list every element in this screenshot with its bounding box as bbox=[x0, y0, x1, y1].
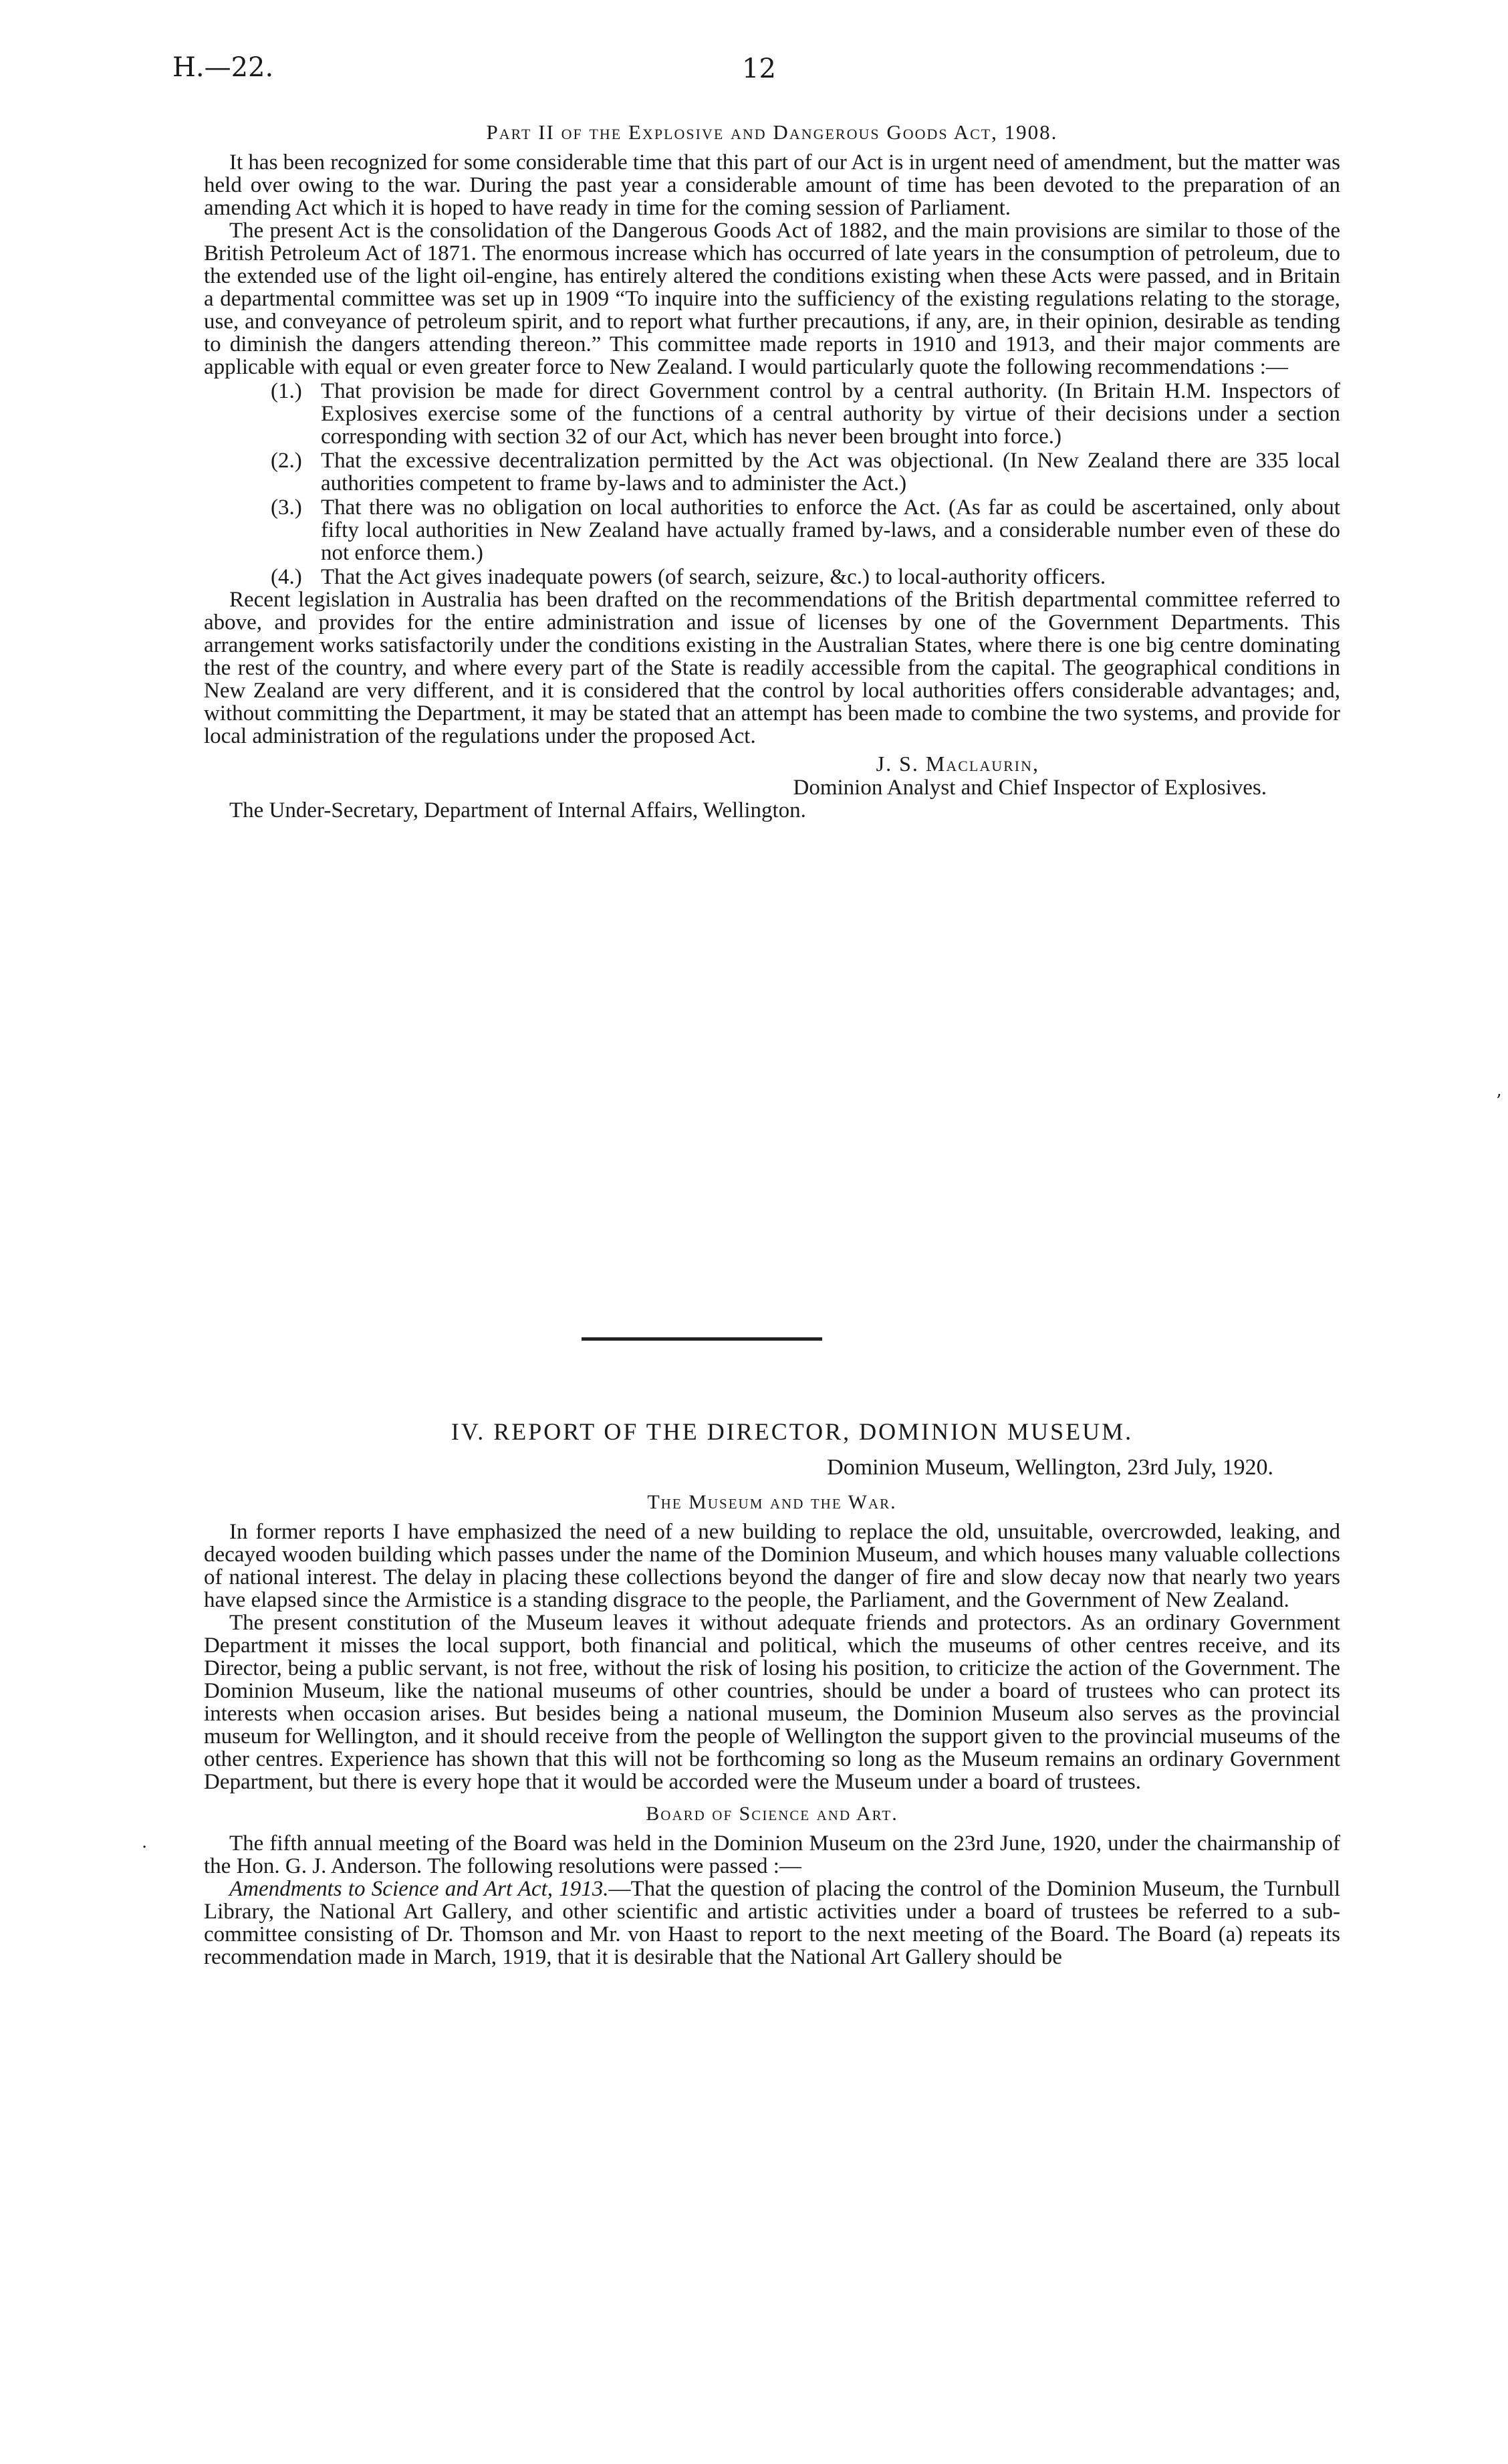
recommendation-text: That the Act gives inadequate powers (of search, seizure, &c.) to local-authority officers. bbox=[321, 565, 1106, 589]
board-heading: Board of Science and Art. bbox=[646, 1803, 898, 1825]
margin-mark: · bbox=[142, 1837, 148, 1858]
recommendation-text: That there was no obligation on local authorities to enforce the Act. (As far as could be ascertained, only about fifty local authorities in New Zealand have actually framed by-laws, and a considerable number even of these do not enforce them.) bbox=[321, 495, 1340, 565]
report4-dateline: Dominion Museum, Wellington, 23rd July, 1920. bbox=[827, 1455, 1273, 1480]
part2-paragraph-1: It has been recognized for some considerable time that this part of our Act is in urgent need of amendment, but the matter was held over owing to the war. During the past year a considerable amount of time has been devoted to the preparation of an amending Act which it is hoped to have ready in time for the coming session of Parliament. bbox=[204, 150, 1340, 220]
part2-section bbox=[204, 120, 1340, 822]
recommendation-text: That the excessive decentralization permitted by the Act was objectional. (In New Zealand there are 335 local authorities competent to frame by-laws and to administer the Act.) bbox=[321, 449, 1340, 495]
recommendation-item bbox=[271, 566, 1340, 588]
amendments-text: —That the question of placing the control of the Dominion Museum, the Turnbull Library, the National Art Gallery, and other scientific and artistic activities under a board of trustees be referred to a sub-committee consisting of Dr. Thomson and Mr. von Haast to report to the next meeting of the Board. The Board (a) repeats its recommendation made in March, 1919, that it is desirable that the National Art Gallery should be bbox=[204, 1877, 1340, 1969]
recommendation-number: (1.) bbox=[271, 379, 302, 403]
report4-paragraph-3: The fifth annual meeting of the Board was held in the Dominion Museum on the 23rd June, 1920, under the chairmanship of the Hon. G. J. Anderson. The following resolutions were passed :— bbox=[204, 1831, 1340, 1878]
report4-paragraph-4 bbox=[204, 1878, 1340, 1969]
addressee: The Under-Secretary, Department of Internal Affairs, Wellington. bbox=[229, 798, 806, 822]
museum-war-heading: The Museum and the War. bbox=[647, 1491, 897, 1513]
margin-mark: ’ bbox=[1496, 1091, 1502, 1111]
recommendation-number: (3.) bbox=[271, 495, 302, 520]
recommendation-number: (4.) bbox=[271, 565, 302, 589]
signature-title: Dominion Analyst and Chief Inspector of Explosives. bbox=[793, 776, 1267, 800]
part2-heading: Part II of the Explosive and Dangerous Goods Act, 1908. bbox=[486, 120, 1058, 144]
signature-name: J. S. Maclaurin, bbox=[876, 752, 1039, 776]
section-divider bbox=[582, 1337, 822, 1341]
document-reference: H.—22. bbox=[172, 52, 274, 83]
recommendation-item bbox=[271, 449, 1340, 495]
report4-paragraph-2: The present constitution of the Museum leaves it without adequate friends and protectors. As an ordinary Government Department it misses the local support, both financial and political, which the museums of other centres receive, and its Director, being a public servant, is not free, without the risk of losing his position, to criticize the action of the Government. The Dominion Museum, like the national museums of other countries, should be under a board of trustees who can protect its interests when occasion arises. But besides being a national museum, the Dominion Museum also serves as the provincial museum for Wellington, and it should receive from the people of Wellington the support given to the provincial museums of the other centres. Experience has shown that this will not be forthcoming so long as the Museum remains an ordinary Government Department, but there is every hope that it would be accorded were the Museum under a board of trustees. bbox=[204, 1611, 1340, 1794]
report4-section bbox=[204, 1418, 1340, 1969]
page-number: 12 bbox=[742, 53, 776, 84]
recommendation-item bbox=[271, 496, 1340, 564]
report4-title: IV. REPORT OF THE DIRECTOR, DOMINION MUSEUM. bbox=[451, 1418, 1134, 1445]
recommendation-text: That provision be made for direct Government control by a central authority. (In Britain H.M. Inspectors of Explosives exercise some of the functions of a central authority by virtue of their decisions under a section corresponding with section 32 of our Act, which has never been brought into force.) bbox=[321, 379, 1340, 449]
amendments-heading: Amendments to Science and Art Act, 1913. bbox=[229, 1877, 609, 1901]
report4-paragraph-1: In former reports I have emphasized the need of a new building to replace the old, unsuitable, overcrowded, leaking, and decayed wooden building which passes under the name of the Dominion Museum, and which houses many valuable collections of national interest. The delay in placing these collections beyond the danger of fire and slow decay now that nearly two years have elapsed since the Armistice is a standing disgrace to the people, the Parliament, and the Government of New Zealand. bbox=[204, 1520, 1340, 1612]
recommendation-item bbox=[271, 380, 1340, 448]
part2-paragraph-3: Recent legislation in Australia has been drafted on the recommendations of the British departmental committee referred to above, and provides for the entire administration and issue of licenses by one of the Government Departments. This arrangement works satisfactorily under the conditions existing in the Australian States, where there is one big centre dominating the rest of the country, and where every part of the State is readily accessible from the capital. The geographical conditions in New Zealand are very different, and it is considered that the control by local authorities offers considerable advantages; and, without committing the Department, it may be stated that an attempt has been made to combine the two systems, and provide for local administration of the regulations under the proposed Act. bbox=[204, 588, 1340, 748]
part2-paragraph-2: The present Act is the consolidation of the Dangerous Goods Act of 1882, and the main provisions are similar to those of the British Petroleum Act of 1871. The enormous increase which has occurred of late years in the consumption of petroleum, due to the extended use of the light oil-engine, has entirely altered the conditions existing when these Acts were passed, and in Britain a departmental committee was set up in 1909 “To inquire into the sufficiency of the existing regulations relating to the storage, use, and conveyance of petroleum spirit, and to report what further precautions, if any, are, in their opinion, desirable as tending to diminish the dangers attending thereon.” This committee made reports in 1910 and 1913, and their major comments are applicable with equal or even greater force to New Zealand. I would particularly quote the following recommendations :— bbox=[204, 219, 1340, 379]
recommendation-number: (2.) bbox=[271, 449, 302, 473]
